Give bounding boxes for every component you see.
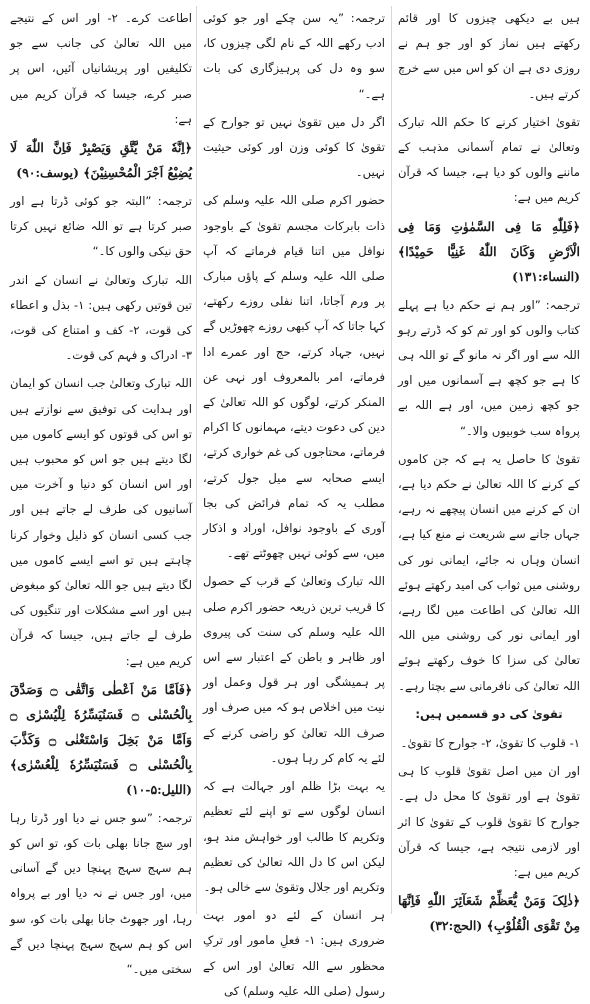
column-divider bbox=[391, 6, 392, 914]
paragraph: اطاعت کرے۔ ۲- اور اس کے نتیجے میں اللہ تعالیٰ کی جانب سے جو تکلیفیں اور پریشانیاں آئیں، اس پر صبر کرے، جیسا کہ قرآن کریم میں ہے: bbox=[10, 11, 192, 126]
column-middle bbox=[203, 6, 385, 998]
verse-reference: (النساء:۱۳۱) bbox=[512, 268, 580, 284]
paragraph: ۱- قلوب کا تقویٰ، ۲- جوارح کا تقویٰ۔ bbox=[400, 736, 580, 751]
paragraph: اگر دل میں تقویٰ نہیں تو جوارح کے تقویٰ کا کوئی وزن اور کوئی حیثیت نہیں۔ bbox=[203, 114, 385, 180]
verse-text: ﴿اِنَّهٗ مَنْ یَّتَّقِ وَیَصْبِرْ فَاِنَّ اللّٰهَ لَا یُضِیْعُ اَجْرَ الْمُحْسِنِیْنَ﴾ bbox=[10, 140, 192, 181]
paragraph: ترجمہ: ”اور ہم نے حکم دیا ہے پہلے کتاب والوں کو اور تم کو کہ ڈرتے رہو اللہ سے اور اگر نہ مانو گے تو اللہ ہی کا ہے جو کچھ ہے آسمانوں میں اور جو کچھ زمین میں، اور ہے اللہ بے پرواہ سب خوبیوں والا۔“ bbox=[398, 297, 580, 438]
verse-text: ﴿ذٰلِکَ وَمَنْ یُّعَظِّمْ شَعَآئِرَ اللّٰهِ فَاِنَّهَا مِنْ تَقْوَی الْقُلُوْبِ﴾ bbox=[398, 893, 580, 934]
paragraph: ترجمہ: ”یہ سن چکے اور جو کوئی ادب رکھے اللہ کے نام لگی چیزوں کا، سو وہ دل کی پرہیزگاری کی بات ہے۔“ bbox=[203, 11, 385, 101]
paragraph: ہیں بے دیکھی چیزوں کا اور قائم رکھتے ہیں نماز کو اور جو ہم نے روزی دی ہے ان کو اس میں سے خرچ کرتے ہیں۔ bbox=[398, 11, 580, 101]
paragraph: یہ بہت بڑا ظلم اور جہالت ہے کہ انسان لوگوں سے تو اپنے لئے تعظیم وتکریم کا طالب اور خواہش مند ہو، لیکن اس کا دل اللہ تعالیٰ کی تعظیم وتکریم اور جلال وتقویٰ سے خالی ہو۔ bbox=[203, 779, 385, 894]
paragraph: ہر انسان کے لئے دو امور بہت ضروری ہیں: ۱- فعلِ مامور اور ترکِ محظور سے اللہ تعالیٰ اور اس کے رسول (صلی اللہ علیہ وسلم) کی bbox=[203, 908, 385, 998]
column-right bbox=[398, 6, 580, 934]
verse-text: ﴿فَاَمَّا مَنْ اَعْطٰی وَاتَّقٰی ۝ وَصَدَّقَ بِالْحُسْنٰی ۝ فَسَنُیَسِّرُهٗ لِلْیُسْرٰی ۝ وَاَمَّا مَنْ بَخِلَ وَاسْتَغْنٰی ۝ وَکَذَّبَ بِالْحُسْنٰی ۝ فَسَنُیَسِّرُهٗ لِلْعُسْرٰی﴾ bbox=[10, 681, 193, 772]
verse-reference: (اللیل:۵-۱۰) bbox=[126, 781, 192, 797]
paragraph: ترجمہ: ”البتہ جو کوئی ڈرتا ہے اور صبر کرتا ہے تو اللہ ضائع نہیں کرتا حق نیکی والوں کا۔“ bbox=[10, 194, 192, 259]
quran-verse bbox=[10, 135, 192, 185]
verse-text: ﴿فَلِلّٰهِ مَا فِی السَّمٰوٰتِ وَمَا فِی الْاَرْضِ وَکَانَ اللّٰهُ غَنِیًّا حَمِیْدًا﴾ bbox=[398, 218, 580, 259]
quran-verse bbox=[398, 214, 580, 289]
paragraph: حضور اکرم صلی اللہ علیہ وسلم کی ذات بابرکات مجسم تقویٰ کے باوجود نوافل میں اتنا قیام فرماتے کہ آپ صلی اللہ علیہ وسلم کے پاؤں مبارک پر ورم آجاتا، اتنا نفلی روزے رکھتے، کہا جاتا کہ آپ کبھی روزے چھوڑیں گے نہیں، جہاد کرتے، حج اور عمرے ادا فرماتے، امر بالمعروف اور نہی عن المنکر کرتے، لوگوں کو اللہ تعالیٰ کے دین کی دعوت دیتے، مہمانوں کا اکرام فرماتے، محتاجوں کی غم خواری کرتے، ایسے صحابہ سے میل جول کرتے، مطلب یہ کہ تمام فرائض کی بجا آوری کے باوجود نوافل، اوراد و اذکار میں، سے کوئی نہیں چھوٹتے تھے۔ bbox=[203, 193, 385, 561]
quran-verse bbox=[10, 677, 192, 802]
paragraph: اللہ تبارک وتعالیٰ نے انسان کے اندر تین قوتیں رکھی ہیں: ۱- بذل و اعطاء کی قوت، ۲- کف و امتناع کی قوت، ۳- ادراک و فہم کی قوت۔ bbox=[10, 272, 192, 363]
verse-reference: (الحج:۳۲) bbox=[429, 918, 483, 934]
paragraph: تقویٰ کا حاصل یہ ہے کہ جن کاموں کے کرنے کا اللہ تعالیٰ نے حکم دیا ہے، ان کے کرنے میں انسان پیچھے نہ رہے، جہاں جانے سے شریعت نے منع کیا ہے، انسان وہاں نہ جائے، ایمانی نور کی روشنی میں ثواب کی امید رکھتے ہوئے اللہ تعالیٰ کی اطاعت میں لگا رہے، اور ایمانی نور کی روشنی میں اللہ تعالیٰ کی سزا کا خوف رکھتے ہوئے اللہ تعالیٰ کی نافرمانی سے بچتا رہے۔ bbox=[398, 451, 580, 693]
paragraph: تقویٰ اختیار کرنے کا حکم اللہ تبارک وتعالیٰ نے تمام آسمانی مذہب کے ماننے والوں کو دیا ہے، جیسا کہ قرآن کریم میں ہے: bbox=[398, 114, 580, 205]
paragraph: اللہ تبارک وتعالیٰ جب انسان کو ایمان اور ہدایت کی توفیق سے نوازتے ہیں تو اس کی قوتوں کو ایسے کاموں میں لگا دیتے ہیں جو اس کو محبوب ہیں اور اس انسان کو دنیا و آخرت میں آسانیوں کی طرف لے جاتے ہیں اور جب کسی انسان کو ذلیل وخوار کرنا چاہتے ہیں تو اسے ایسے کاموں میں لگا دیتے ہیں جو اللہ تعالیٰ کو مبغوض ہیں اور اسے مشکلات اور تنگیوں کی طرف لے جاتے ہیں، جیسا کہ قرآن کریم میں ہے: bbox=[10, 376, 192, 668]
paragraph: اللہ تبارک وتعالیٰ کے قرب کے حصول کا قریب ترین ذریعہ حضور اکرم صلی اللہ علیہ وسلم کی سنت کی پیروی اور ظاہر و باطن کے اعتبار سے اس پر ہمیشگی اور ہر قول وعمل اور نیت میں اخلاص ہو کہ میں صرف اور صرف اللہ تعالیٰ کو راضی کرنے کے لئے یہ کام کر رہا ہوں۔ bbox=[203, 574, 385, 765]
paragraph: اور ان میں اصل تقویٰ قلوب کا ہی تقویٰ ہے اور تقویٰ کا محل دل ہے۔ جوارح کا تقویٰ قلوب کے تقویٰ کا اثر اور لازمی نتیجہ ہے، جیسا کہ قرآن کریم میں ہے: bbox=[398, 764, 580, 880]
paragraph: ترجمہ: ”سو جس نے دیا اور ڈرتا رہا اور سچ جانا بھلی بات کو، تو اس کو ہم سہج سہج پہنچا دیں گے آسانی میں، اور جس نے نہ دیا اور بے پرواہ رہا، اور جھوٹ جانا بھلی بات کو، سو اس کو ہم سہج سہج پہنچا دیں گے سختی میں۔“ bbox=[10, 810, 192, 977]
section-heading: تقویٰ کی دو قسمیں ہیں: bbox=[415, 706, 563, 721]
column-divider bbox=[196, 6, 197, 914]
column-left bbox=[10, 6, 193, 977]
verse-reference: (یوسف:۹۰) bbox=[16, 165, 79, 181]
quran-verse bbox=[398, 888, 580, 938]
